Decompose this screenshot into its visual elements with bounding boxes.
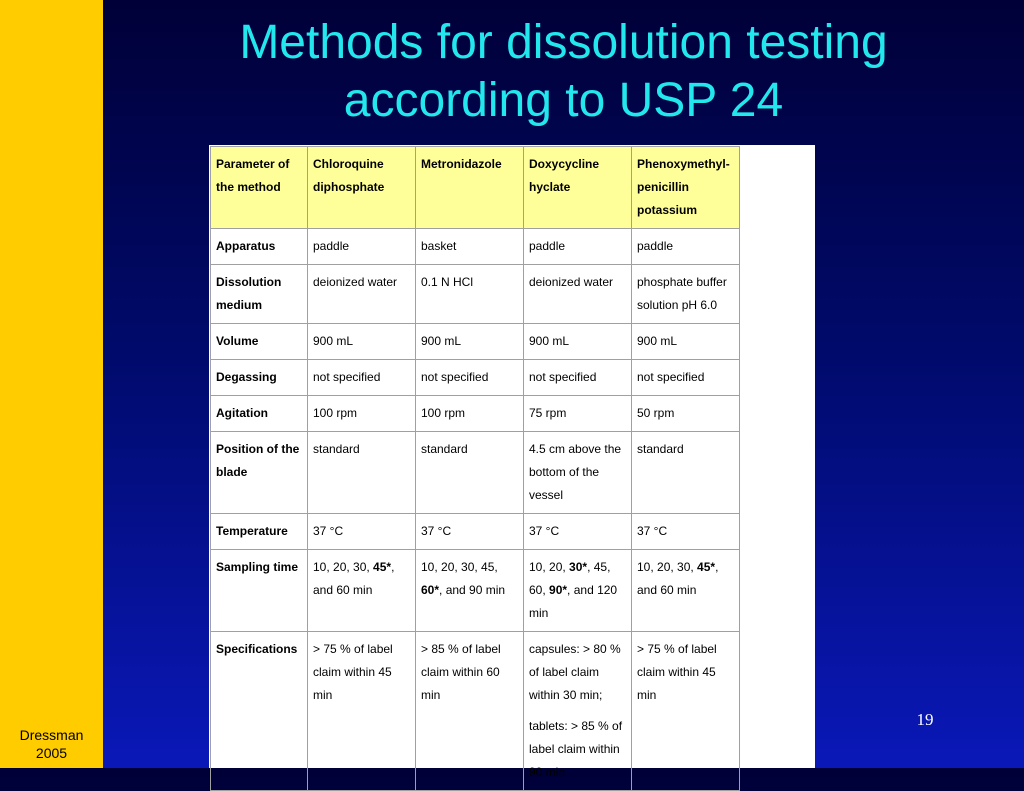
cell-text: capsules: > 80 % of label claim within 30 min;: [529, 642, 621, 702]
table-row-volume: [211, 324, 740, 360]
table-cell: 900 mL: [632, 324, 740, 360]
table-cell: > 85 % of label claim within 60 min: [416, 632, 524, 791]
table-cell: 37 °C: [632, 514, 740, 550]
row-label: Temperature: [211, 514, 308, 550]
row-label: Volume: [211, 324, 308, 360]
header-cell: Metronidazole: [416, 147, 524, 229]
title-line-1: Methods for dissolution testing: [239, 16, 888, 69]
table-cell: 75 rpm: [524, 396, 632, 432]
table-cell: [416, 550, 524, 632]
dissolution-methods-table: [210, 146, 740, 791]
title-line-2: according to USP 24: [343, 74, 784, 127]
table-cell: 900 mL: [416, 324, 524, 360]
row-label: Agitation: [211, 396, 308, 432]
table-cell: 37 °C: [416, 514, 524, 550]
cell-text: , and 120 min: [529, 583, 618, 620]
cell-text: , and 60 min: [313, 560, 395, 597]
cell-text: 10, 20, 30, 45,: [421, 560, 498, 574]
cell-text: tablets: > 85 % of label claim within 90 min: [529, 719, 623, 779]
row-label: Degassing: [211, 360, 308, 396]
header-cell: Doxycycline hyclate: [524, 147, 632, 229]
author-year: 2005: [35, 745, 68, 761]
table-cell: [632, 550, 740, 632]
table-cell: 100 rpm: [416, 396, 524, 432]
table-cell: basket: [416, 229, 524, 265]
page-number: 19: [916, 710, 934, 729]
table-row-temperature: [211, 514, 740, 550]
cell-text-bold: 45*: [373, 560, 392, 574]
cell-text: , and 90 min: [439, 583, 506, 597]
slide-title: [103, 14, 1024, 130]
header-cell: Phenoxymethyl-penicillin potassium: [632, 147, 740, 229]
row-label: Apparatus: [211, 229, 308, 265]
header-cell: Parameter of the method: [211, 147, 308, 229]
table-cell: standard: [416, 432, 524, 514]
table-cell: deionized water: [524, 265, 632, 324]
cell-text: 10, 20, 30,: [637, 560, 698, 574]
table-cell: phosphate buffer solution pH 6.0: [632, 265, 740, 324]
table-cell: 900 mL: [524, 324, 632, 360]
row-label: Sampling time: [211, 550, 308, 632]
table-cell: standard: [632, 432, 740, 514]
table-row-dissolution-medium: [211, 265, 740, 324]
table-cell: 37 °C: [308, 514, 416, 550]
cell-text: 10, 20, 30,: [313, 560, 374, 574]
table-cell: not specified: [416, 360, 524, 396]
table-row-apparatus: [211, 229, 740, 265]
table-cell: paddle: [308, 229, 416, 265]
table-cell: paddle: [632, 229, 740, 265]
table-cell: not specified: [632, 360, 740, 396]
cell-text: , 45, 60,: [529, 560, 611, 597]
table-cell: standard: [308, 432, 416, 514]
table-row-blade-position: [211, 432, 740, 514]
table-cell: deionized water: [308, 265, 416, 324]
table-cell: paddle: [524, 229, 632, 265]
table-cell: [524, 550, 632, 632]
table-row-agitation: [211, 396, 740, 432]
table-cell: [524, 632, 632, 791]
table-cell: 100 rpm: [308, 396, 416, 432]
table-cell: not specified: [524, 360, 632, 396]
row-label: Position of the blade: [211, 432, 308, 514]
row-label: Specifications: [211, 632, 308, 791]
cell-text-bold: 30*: [569, 560, 588, 574]
author-name: Dressman: [19, 727, 84, 743]
table-cell: > 75 % of label claim within 45 min: [308, 632, 416, 791]
table-cell: > 75 % of label claim within 45 min: [632, 632, 740, 791]
cell-text-bold: 90*: [549, 583, 568, 597]
cell-text-bold: 45*: [697, 560, 716, 574]
table-row-sampling-time: [211, 550, 740, 632]
table-row-degassing: [211, 360, 740, 396]
table-cell: 37 °C: [524, 514, 632, 550]
table-cell: 4.5 cm above the bottom of the vessel: [524, 432, 632, 514]
table-header-row: [211, 147, 740, 229]
table-cell: 900 mL: [308, 324, 416, 360]
cell-text-bold: 60*: [421, 583, 440, 597]
table-cell: 0.1 N HCl: [416, 265, 524, 324]
table-cell: [308, 550, 416, 632]
cell-text: , and 60 min: [637, 560, 719, 597]
table-panel: [209, 145, 815, 779]
table-cell: 50 rpm: [632, 396, 740, 432]
yellow-sidebar: [0, 0, 103, 768]
cell-text: 10, 20,: [529, 560, 570, 574]
row-label: Dissolution medium: [211, 265, 308, 324]
table-row-specifications: [211, 632, 740, 791]
table-cell: not specified: [308, 360, 416, 396]
header-cell: Chloroquine diphosphate: [308, 147, 416, 229]
